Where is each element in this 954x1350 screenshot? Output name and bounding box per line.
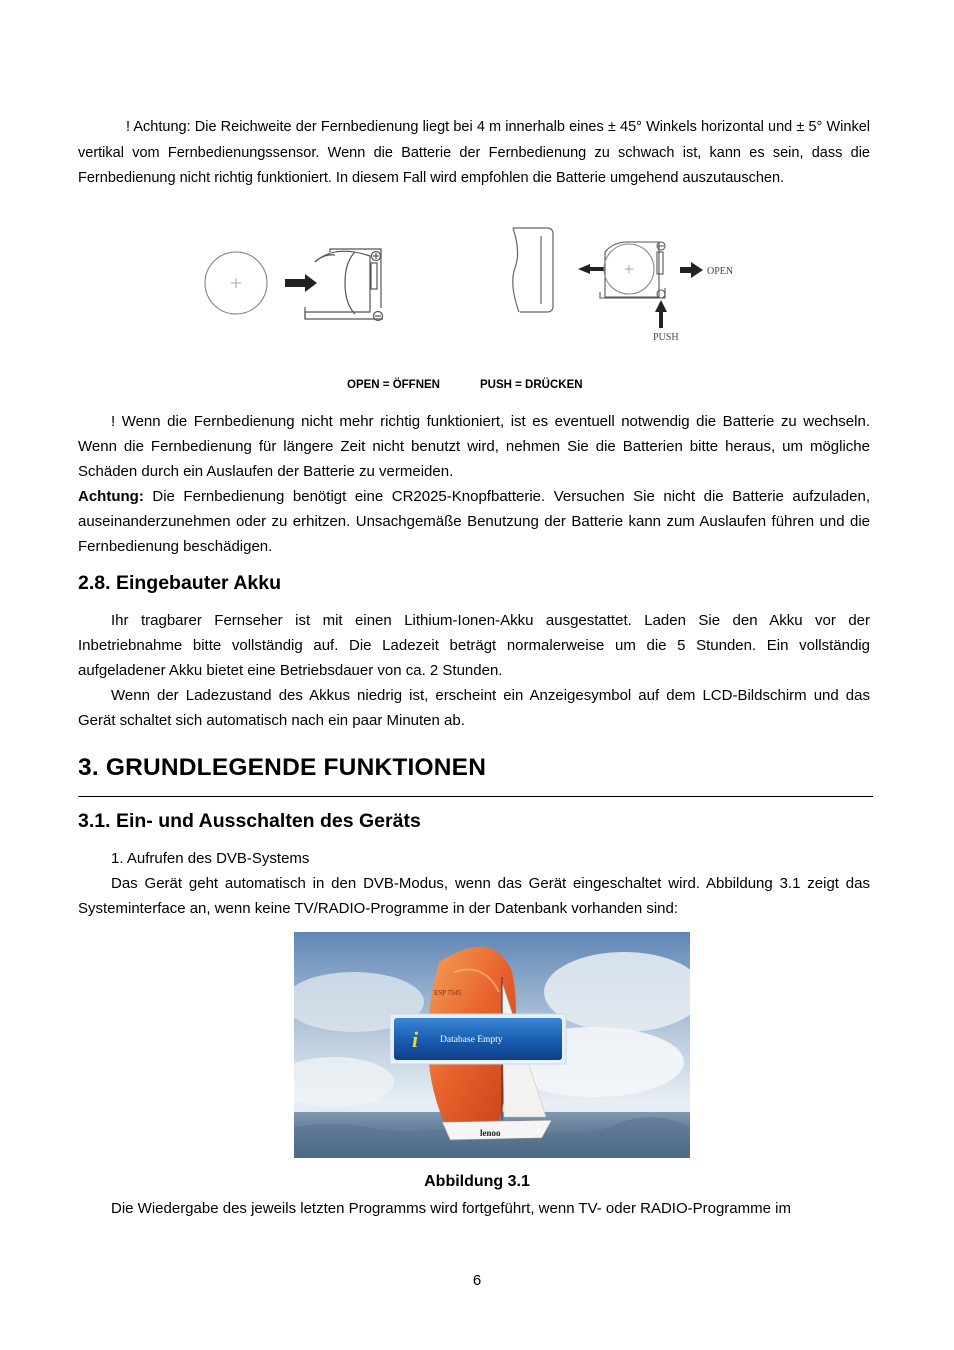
info-icon: [412, 1027, 419, 1052]
section-title-3-1: 3.1. Ein- und Ausschalten des Geräts: [78, 810, 421, 832]
chapter-title-3: 3. GRUNDLEGENDE FUNKTIONEN: [78, 754, 487, 781]
push-label: PUSH: [653, 332, 679, 343]
coin-battery-icon: [205, 252, 267, 314]
akku-text-1: Ihr tragbarer Fernseher ist mit einen Lithium-Ionen-Akku ausgestattet. Laden Sie den Akku vor der Inbetriebnahme bitte vollständig auf. Die Ladezeit beträgt normalerweise um die 5 Stunden. Ein vollständig aufgeladener Akku bietet eine Betriebsdauer von ca. 2 Stunden.: [78, 612, 870, 679]
achtung-text: Die Fernbedienung benötigt eine CR2025-Knopfbatterie. Versuchen Sie nicht die Batterie aufzuladen, auseinanderzunehmen oder zu erhitzen. Unsachgemäße Benutzung der Batterie kann zum Auslaufen führen und die Fernbedienung beschädigen.: [78, 488, 870, 555]
svg-text:i: i: [412, 1027, 419, 1052]
hull-logo: lenoo: [480, 1128, 501, 1138]
section-title-2-8: 2.8. Eingebauter Akku: [78, 572, 282, 594]
battery-warning-text: [78, 484, 870, 559]
dvb-step-label: 1. Aufrufen des DVB-Systems: [111, 850, 310, 867]
battery-holder-open-icon: [600, 242, 665, 298]
dvb-screen-image: [294, 932, 690, 1158]
battery-replacement-diagram: [195, 222, 755, 352]
closing-text: Die Wiedergabe des jeweils letzten Programms wird fortgeführt, wenn TV- oder RADIO-Programme im: [111, 1200, 791, 1217]
battery-change-text: ! Wenn die Fernbedienung nicht mehr richtig funktioniert, ist es eventuell notwendig die Batterie zu wechseln. Wenn die Fernbedienung für längere Zeit nicht benutzt wird, nehmen Sie die Batterien bitte heraus, um mögliche Schäden durch ein Auslaufen der Batterie zu vermeiden.: [78, 413, 870, 480]
database-empty-dialog: [390, 1014, 566, 1064]
chapter-divider: [78, 796, 873, 797]
akku-text-2: Wenn der Ladezustand des Akkus niedrig ist, erscheint ein Anzeigesymbol auf dem LCD-Bildschirm und das Gerät schaltet sich automatisch nach ein paar Minuten ab.: [78, 687, 870, 729]
page-number: 6: [472, 1272, 482, 1289]
dvb-mode-text: Das Gerät geht automatisch in den DVB-Modus, wenn das Gerät eingeschaltet wird. Abbildung 3.1 zeigt das Systeminterface an, wenn keine TV/RADIO-Programme in der Datenbank vorhanden sind:: [78, 875, 870, 917]
open-arrow-icon: [680, 262, 703, 278]
achtung-label: Achtung:: [78, 488, 144, 505]
figure-caption: Abbildung 3.1: [424, 1173, 530, 1190]
push-arrow-icon: [655, 300, 667, 328]
database-empty-text: Database Empty: [440, 1035, 503, 1045]
sail-number: ESP 7545: [434, 989, 462, 997]
open-label: OPEN: [707, 266, 734, 277]
insert-arrow-icon: [285, 274, 317, 292]
legend-open: OPEN = ÖFFNEN: [347, 379, 440, 391]
legend-push: PUSH = DRÜCKEN: [480, 379, 583, 391]
remove-arrow-icon: [578, 264, 605, 274]
remote-end-icon: [513, 228, 553, 312]
range-warning-text: ! Achtung: Die Reichweite der Fernbedienung liegt bei 4 m innerhalb eines ± 45° Winkels horizontal und ± 5° Winkel vertikal vom Fernbedienungssensor. Wenn die Batterie der Fernbedienung zu schwach ist, kann es sein, dass die Fernbedienung nicht richtig funktioniert. In diesem Fall wird empfohlen die Batterie umgehend auszutauschen.: [78, 119, 870, 186]
battery-holder-icon: [305, 249, 383, 321]
